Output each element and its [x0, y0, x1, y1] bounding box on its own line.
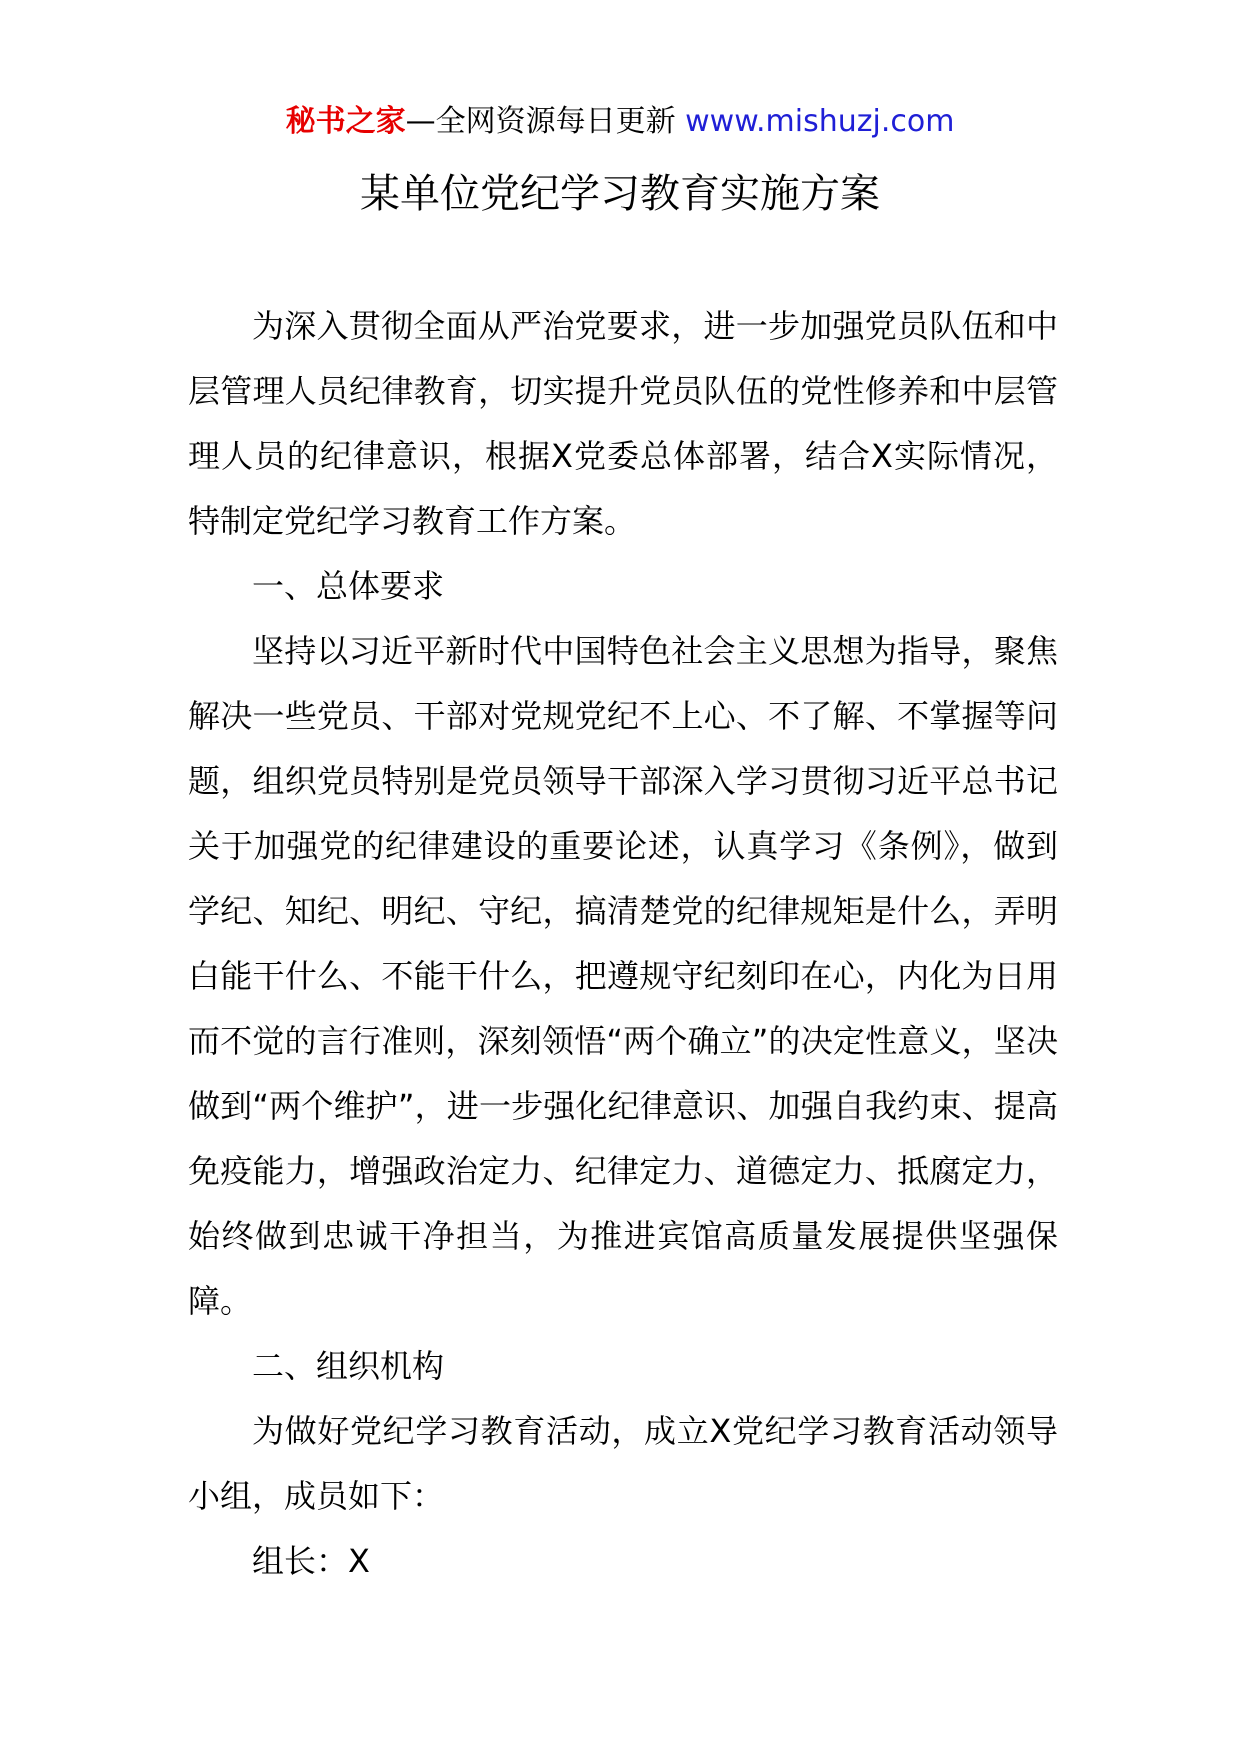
site-header: [0, 100, 1240, 144]
section-heading-general-requirements: 一、总体要求: [252, 567, 445, 605]
group-leader-line: 组长：X: [252, 1542, 370, 1580]
site-url-link[interactable]: www.mishuzj.com: [685, 104, 955, 139]
document-body: [188, 294, 1058, 1594]
document-title: 某单位党纪学习教育实施方案: [360, 171, 880, 217]
intro-paragraph: 为深入贯彻全面从严治党要求，进一步加强党员队伍和中层管理人员纪律教育，切实提升党员队伍的党性修养和中层管理人员的纪律意识，根据X党委总体部署，结合X实际情况，特制定党纪学习教育工作方案。: [188, 307, 1058, 540]
section-heading-organization: 二、组织机构: [252, 1347, 445, 1385]
site-brand: 秘书之家: [285, 104, 406, 139]
organization-paragraph: 为做好党纪学习教育活动，成立X党纪学习教育活动领导小组，成员如下：: [188, 1412, 1058, 1515]
general-requirements-paragraph: 坚持以习近平新时代中国特色社会主义思想为指导，聚焦解决一些党员、干部对党规党纪不上心、不了解、不掌握等问题，组织党员特别是党员领导干部深入学习贯彻习近平总书记关于加强党的纪律建设的重要论述，认真学习《条例》，做到学纪、知纪、明纪、守纪，搞清楚党的纪律规矩是什么，弄明白能干什么、不能干什么，把遵规守纪刻印在心，内化为日用而不觉的言行准则，深刻领悟“两个确立”的决定性意义，坚决做到“两个维护”，进一步强化纪律意识、加强自我约束、提高免疫能力，增强政治定力、纪律定力、道德定力、抵腐定力，始终做到忠诚干净担当，为推进宾馆高质量发展提供坚强保障。: [188, 632, 1058, 1320]
site-tagline: —全网资源每日更新: [405, 104, 686, 139]
